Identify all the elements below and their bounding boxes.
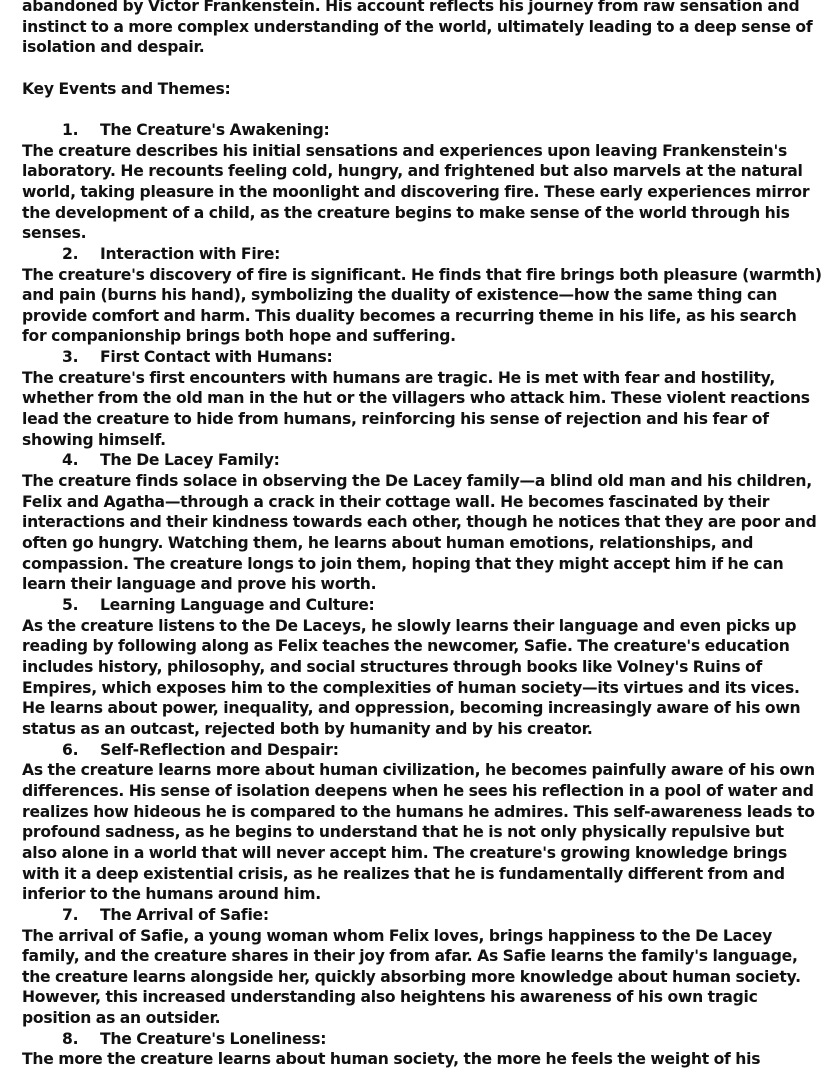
- item-title: [22, 347, 822, 368]
- list-item: [22, 595, 822, 740]
- item-body: As the creature listens to the De Laceys, he slowly learns their language and even picks up reading by following along as Felix teaches the newcomer, Safie. The creature's education includes history, philosophy, and social structures through books like Volney's Ruins of Empires, which exposes him to the complexities of human society—its virtues and its vices. He learns about power, inequality, and oppression, becoming increasingly aware of his own status as an outcast, rejected both by humanity and by his creator.: [22, 616, 801, 738]
- section-heading: Key Events and Themes:: [22, 79, 231, 98]
- item-title: [22, 740, 822, 761]
- item-number: 3.: [62, 348, 79, 367]
- list-item: [22, 905, 822, 1029]
- item-number: 2.: [62, 244, 79, 263]
- item-title-text: Interaction with Fire:: [100, 244, 281, 263]
- item-body: The creature's first encounters with humans are tragic. He is met with fear and hostility, whether from the old man in the hut or the villagers who attack him. These violent reactions lead the creature to hide from humans, reinforcing his sense of rejection and his fear of showing himself.: [22, 368, 810, 449]
- item-body: The creature describes his initial sensations and experiences upon leaving Frankenstein's laboratory. He recounts feeling cold, hungry, and frightened but also marvels at the natural world, taking pleasure in the moonlight and discovering fire. These early experiences mirror the development of a child, as the creature begins to make sense of the world through his senses.: [22, 141, 810, 243]
- list-item: [22, 740, 822, 905]
- item-title-text: First Contact with Humans:: [100, 348, 333, 367]
- item-title: [22, 450, 822, 471]
- item-title-text: The De Lacey Family:: [100, 451, 280, 470]
- item-title-text: The Arrival of Safie:: [100, 905, 269, 924]
- item-title-text: The Creature's Awakening:: [100, 120, 330, 139]
- item-body: The more the creature learns about human society, the more he feels the weight of his: [22, 1050, 761, 1069]
- item-number: 8.: [62, 1029, 79, 1048]
- item-number: 7.: [62, 905, 79, 924]
- item-body: The creature finds solace in observing the De Lacey family—a blind old man and his children, Felix and Agatha—through a crack in their cottage wall. He becomes fascinated by their interactions and their kindness towards each other, though he notices that they are poor and often go hungry. Watching them, he learns about human emotions, relationships, and compassion. The creature longs to join them, hoping that they might accept him if he can learn their language and prove his worth.: [22, 472, 817, 594]
- item-title-text: Learning Language and Culture:: [100, 596, 375, 614]
- item-title: [22, 905, 822, 926]
- item-title: [22, 595, 822, 616]
- item-title: [22, 244, 822, 265]
- list-item: [22, 450, 822, 595]
- item-body: The arrival of Safie, a young woman whom Felix loves, brings happiness to the De Lacey family, and the creature shares in their joy from afar. As Safie learns the family's language, the creature learns alongside her, quickly absorbing more knowledge about human society. However, this increased understanding also heightens his awareness of his own tragic position as an outsider.: [22, 926, 801, 1028]
- list-item: [22, 120, 822, 244]
- item-body: As the creature learns more about human civilization, he becomes painfully aware of his own differences. His sense of isolation deepens when he sees his reflection in a pool of water and realizes how hideous he is compared to the humans he admires. This self-awareness leads to profound sadness, as he begins to understand that he is not only physically repulsive but also alone in a world that will never accept him. The creature's growing knowledge brings with it a deep existential crisis, as he realizes that he is fundamentally different from and inferior to the humans around him.: [22, 761, 815, 904]
- item-title-text: The Creature's Loneliness:: [100, 1029, 327, 1048]
- list-item: [22, 1029, 822, 1070]
- item-title: [22, 120, 822, 141]
- item-title-text: Self-Reflection and Despair:: [100, 740, 339, 759]
- item-number: 5.: [62, 596, 79, 614]
- document-page: [22, 0, 822, 1070]
- item-body: The creature's discovery of fire is significant. He finds that fire brings both pleasure (warmth) and pain (burns his hand), symbolizing the duality of existence—how the same thing can provide comfort and harm. This duality becomes a recurring theme in his life, as his search for companionship brings both hope and suffering.: [22, 265, 822, 346]
- list-item: [22, 244, 822, 347]
- item-number: 4.: [62, 451, 79, 470]
- item-number: 1.: [62, 120, 79, 139]
- list-item: [22, 347, 822, 450]
- item-number: 6.: [62, 740, 79, 759]
- item-title: [22, 1029, 822, 1050]
- intro-paragraph: abandoned by Victor Frankenstein. His account reflects his journey from raw sensation and instinct to a more complex understanding of the world, ultimately leading to a deep sense of isolation and despair.: [22, 0, 813, 57]
